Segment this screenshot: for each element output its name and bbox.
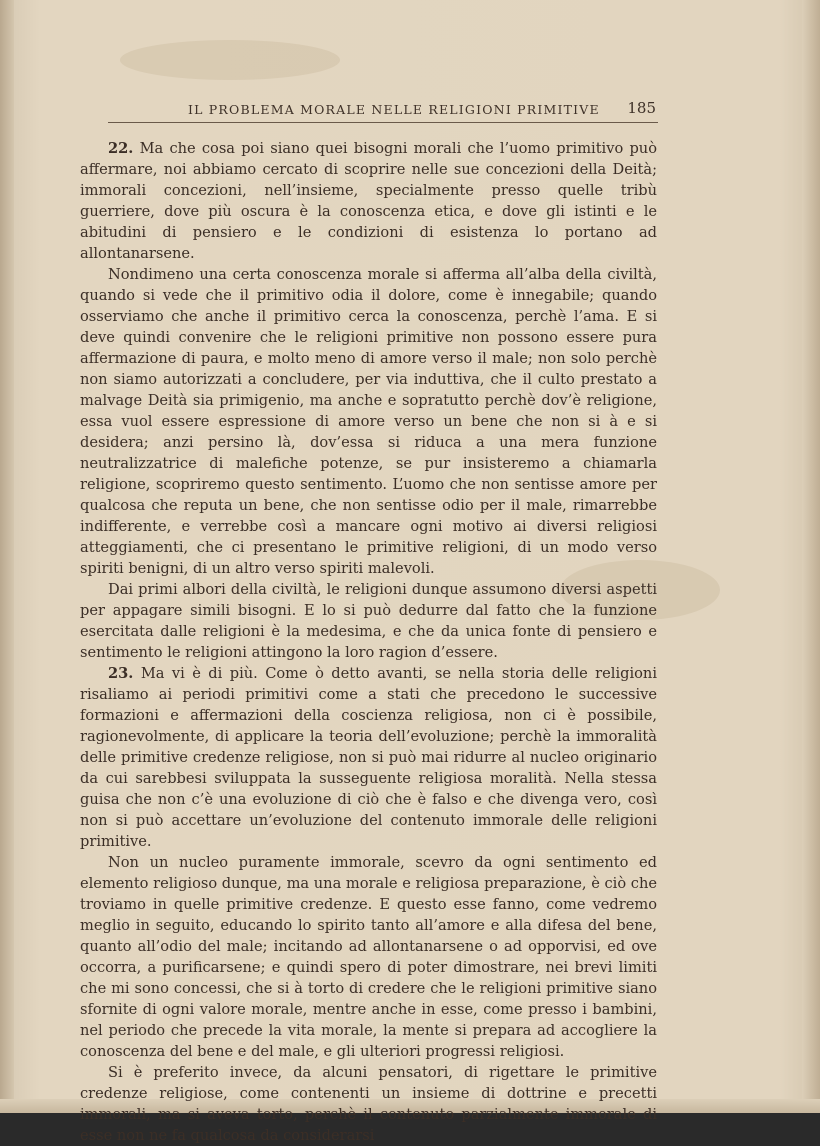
section-number: 22. <box>108 140 134 157</box>
page-header <box>108 96 658 123</box>
paragraph <box>80 138 657 264</box>
paragraph <box>80 1062 657 1146</box>
running-head: IL PROBLEMA MORALE NELLE RELIGIONI PRIMITIVE <box>188 102 600 117</box>
paragraph-text: Si è preferito invece, da alcuni pensatori, di rigettare le primitive credenze religiose, come contenenti un insieme di dottrine e precetti immorali, ma si aveva torto, perchè il contenuto parzialmente immorale di esse non ne fa qualcosa da considerarsi <box>80 1064 657 1144</box>
paragraph <box>80 663 657 852</box>
page-fore-edge <box>802 0 820 1113</box>
section-number: 23. <box>108 665 134 682</box>
paragraph-text: Ma vi è di più. Come ò detto avanti, se nella storia delle religioni risaliamo ai periodi primitivi come a stati che precedono le successive formazioni e affermazioni della coscienza religiosa, non ci è possibile, ragionevolmente, di applicare la teoria dell’evoluzione; perchè la immoralità delle primitive credenze religiose, non si può mai ridurre al nucleo originario da cui sarebbesi sviluppata la susseguente religiosa moralità. Nella stessa guisa che non c’è una evoluzione di ciò che è falso e che divenga vero, così non si può accettare un’evoluzione del contenuto immorale delle religioni primitive. <box>80 665 657 850</box>
paragraph <box>80 852 657 1062</box>
page-binding-edge <box>0 0 14 1113</box>
paper-stain <box>120 40 340 80</box>
paragraph <box>80 264 657 579</box>
paragraph <box>80 579 657 663</box>
paragraph-text: Ma che cosa poi siano quei bisogni morali che l’uomo primitivo può affermare, noi abbiamo cercato di scoprire nelle sue concezioni della Deità; immorali concezioni, nell’insieme, specialmente presso quelle tribù guerriere, dove più oscura è la conoscenza etica, e dove gli istinti e le abitudini di pensiero e le condizioni di esistenza lo portano ad allontanarsene. <box>80 140 657 262</box>
paragraph-text: Non un nucleo puramente immorale, scevro da ogni sentimento ed elemento religioso dunque, ma una morale e religiosa preparazione, è ciò che troviamo in quelle primitive credenze. E questo esse fanno, come vedremo meglio in seguito, educando lo spirito tanto all’amore e alla difesa del bene, quanto all’odio del male; incitando ad allontanarsene o ad opporvisi, ed ove occorra, a purificarsene; e quindi spero di poter dimostrare, nei brevi limiti che mi sono concessi, che si à torto di credere che le religioni primitive siano sfornite di ogni valore morale, mentre anche in esse, come presso i bambini, nel periodo che precede la vita morale, la mente si prepara ad accogliere la conoscenza del bene e del male, e gli ulteriori progressi religiosi. <box>80 854 657 1060</box>
page-number: 185 <box>627 99 656 117</box>
body-text <box>80 138 657 1146</box>
paragraph-text: Dai primi albori della civiltà, le religioni dunque assumono diversi aspetti per appagare simili bisogni. E lo si può dedurre dal fatto che la funzione esercitata dalle religioni è la medesima, e che da unica fonte di pensiero e sentimento le religioni attingono la loro ragion d’essere. <box>80 581 657 661</box>
paragraph-text: Nondimeno una certa conoscenza morale si afferma all’alba della civiltà, quando si vede che il primitivo odia il dolore, come è innegabile; quando osserviamo che anche il primitivo cerca la conoscenza, perchè l’ama. E si deve quindi convenire che le religioni primitive non possono essere pura affermazione di paura, e molto meno di amore verso il male; non solo perchè non siamo autorizzati a concludere, per via induttiva, che il culto prestato a malvage Deità sia primigenio, ma anche e sopratutto perchè dov’è religione, essa vuol essere espressione di amore verso un bene che non si à e si desidera; anzi persino là, dov’essa si riduca a una mera funzione neutralizzatrice di malefiche potenze, se pur insisteremo a chiamarla religione, scopriremo questo sentimento. L’uomo che non sentisse amore per qualcosa che reputa un bene, che non sentisse odio per il male, rimarrebbe indifferente, e verrebbe così a mancare ogni motivo ai diversi religiosi atteggiamenti, che ci presentano le primitive religioni, di un modo verso spiriti benigni, di un altro verso spiriti malevoli. <box>80 266 657 577</box>
